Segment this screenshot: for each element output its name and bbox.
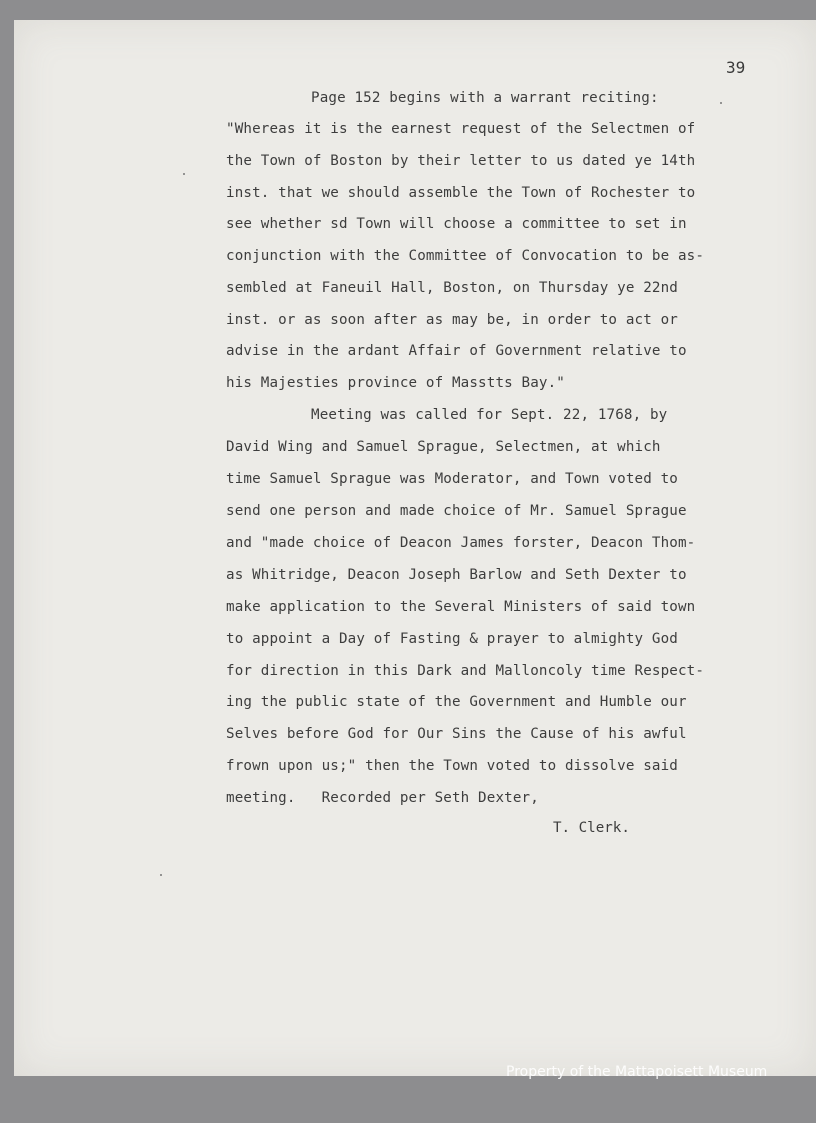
text-line: meeting. Recorded per Seth Dexter, [226, 790, 539, 806]
text-line: his Majesties province of Masstts Bay." [226, 375, 565, 391]
text-line: sembled at Faneuil Hall, Boston, on Thursday ye 22nd [226, 280, 678, 296]
text-line: to appoint a Day of Fasting & prayer to almighty God [226, 631, 678, 647]
text-line: as Whitridge, Deacon Joseph Barlow and Seth Dexter to [226, 567, 687, 583]
text-line: and "made choice of Deacon James forster, Deacon Thom- [226, 535, 696, 551]
text-line: inst. or as soon after as may be, in order to act or [226, 312, 678, 328]
page-number: 39 [726, 58, 746, 77]
text-line: "Whereas it is the earnest request of the Selectmen of [226, 121, 696, 137]
text-line: conjunction with the Committee of Convocation to be as- [226, 248, 705, 264]
museum-watermark: Property of the Mattapoisett Museum [506, 1064, 768, 1080]
paper-speck [160, 874, 162, 876]
text-line: Meeting was called for Sept. 22, 1768, by [311, 407, 668, 423]
text-line: the Town of Boston by their letter to us dated ye 14th [226, 153, 696, 169]
text-line: frown upon us;" then the Town voted to dissolve said [226, 758, 678, 774]
text-line: for direction in this Dark and Malloncoly time Respect- [226, 663, 705, 679]
text-line: see whether sd Town will choose a committee to set in [226, 216, 687, 232]
text-line: inst. that we should assemble the Town of Rochester to [226, 185, 696, 201]
paper-speck [183, 173, 185, 175]
text-line: ing the public state of the Government and Humble our [226, 694, 687, 710]
text-line: send one person and made choice of Mr. Samuel Sprague [226, 503, 687, 519]
text-line: David Wing and Samuel Sprague, Selectmen, at which [226, 439, 661, 455]
paper-speck [720, 102, 722, 104]
text-line: time Samuel Sprague was Moderator, and Town voted to [226, 471, 678, 487]
text-line: advise in the ardant Affair of Government relative to [226, 343, 687, 359]
text-line: Page 152 begins with a warrant reciting: [311, 90, 659, 106]
text-line: Selves before God for Our Sins the Cause of his awful [226, 726, 687, 742]
text-line: make application to the Several Ministers of said town [226, 599, 696, 615]
signature-title: T. Clerk. [553, 820, 630, 836]
